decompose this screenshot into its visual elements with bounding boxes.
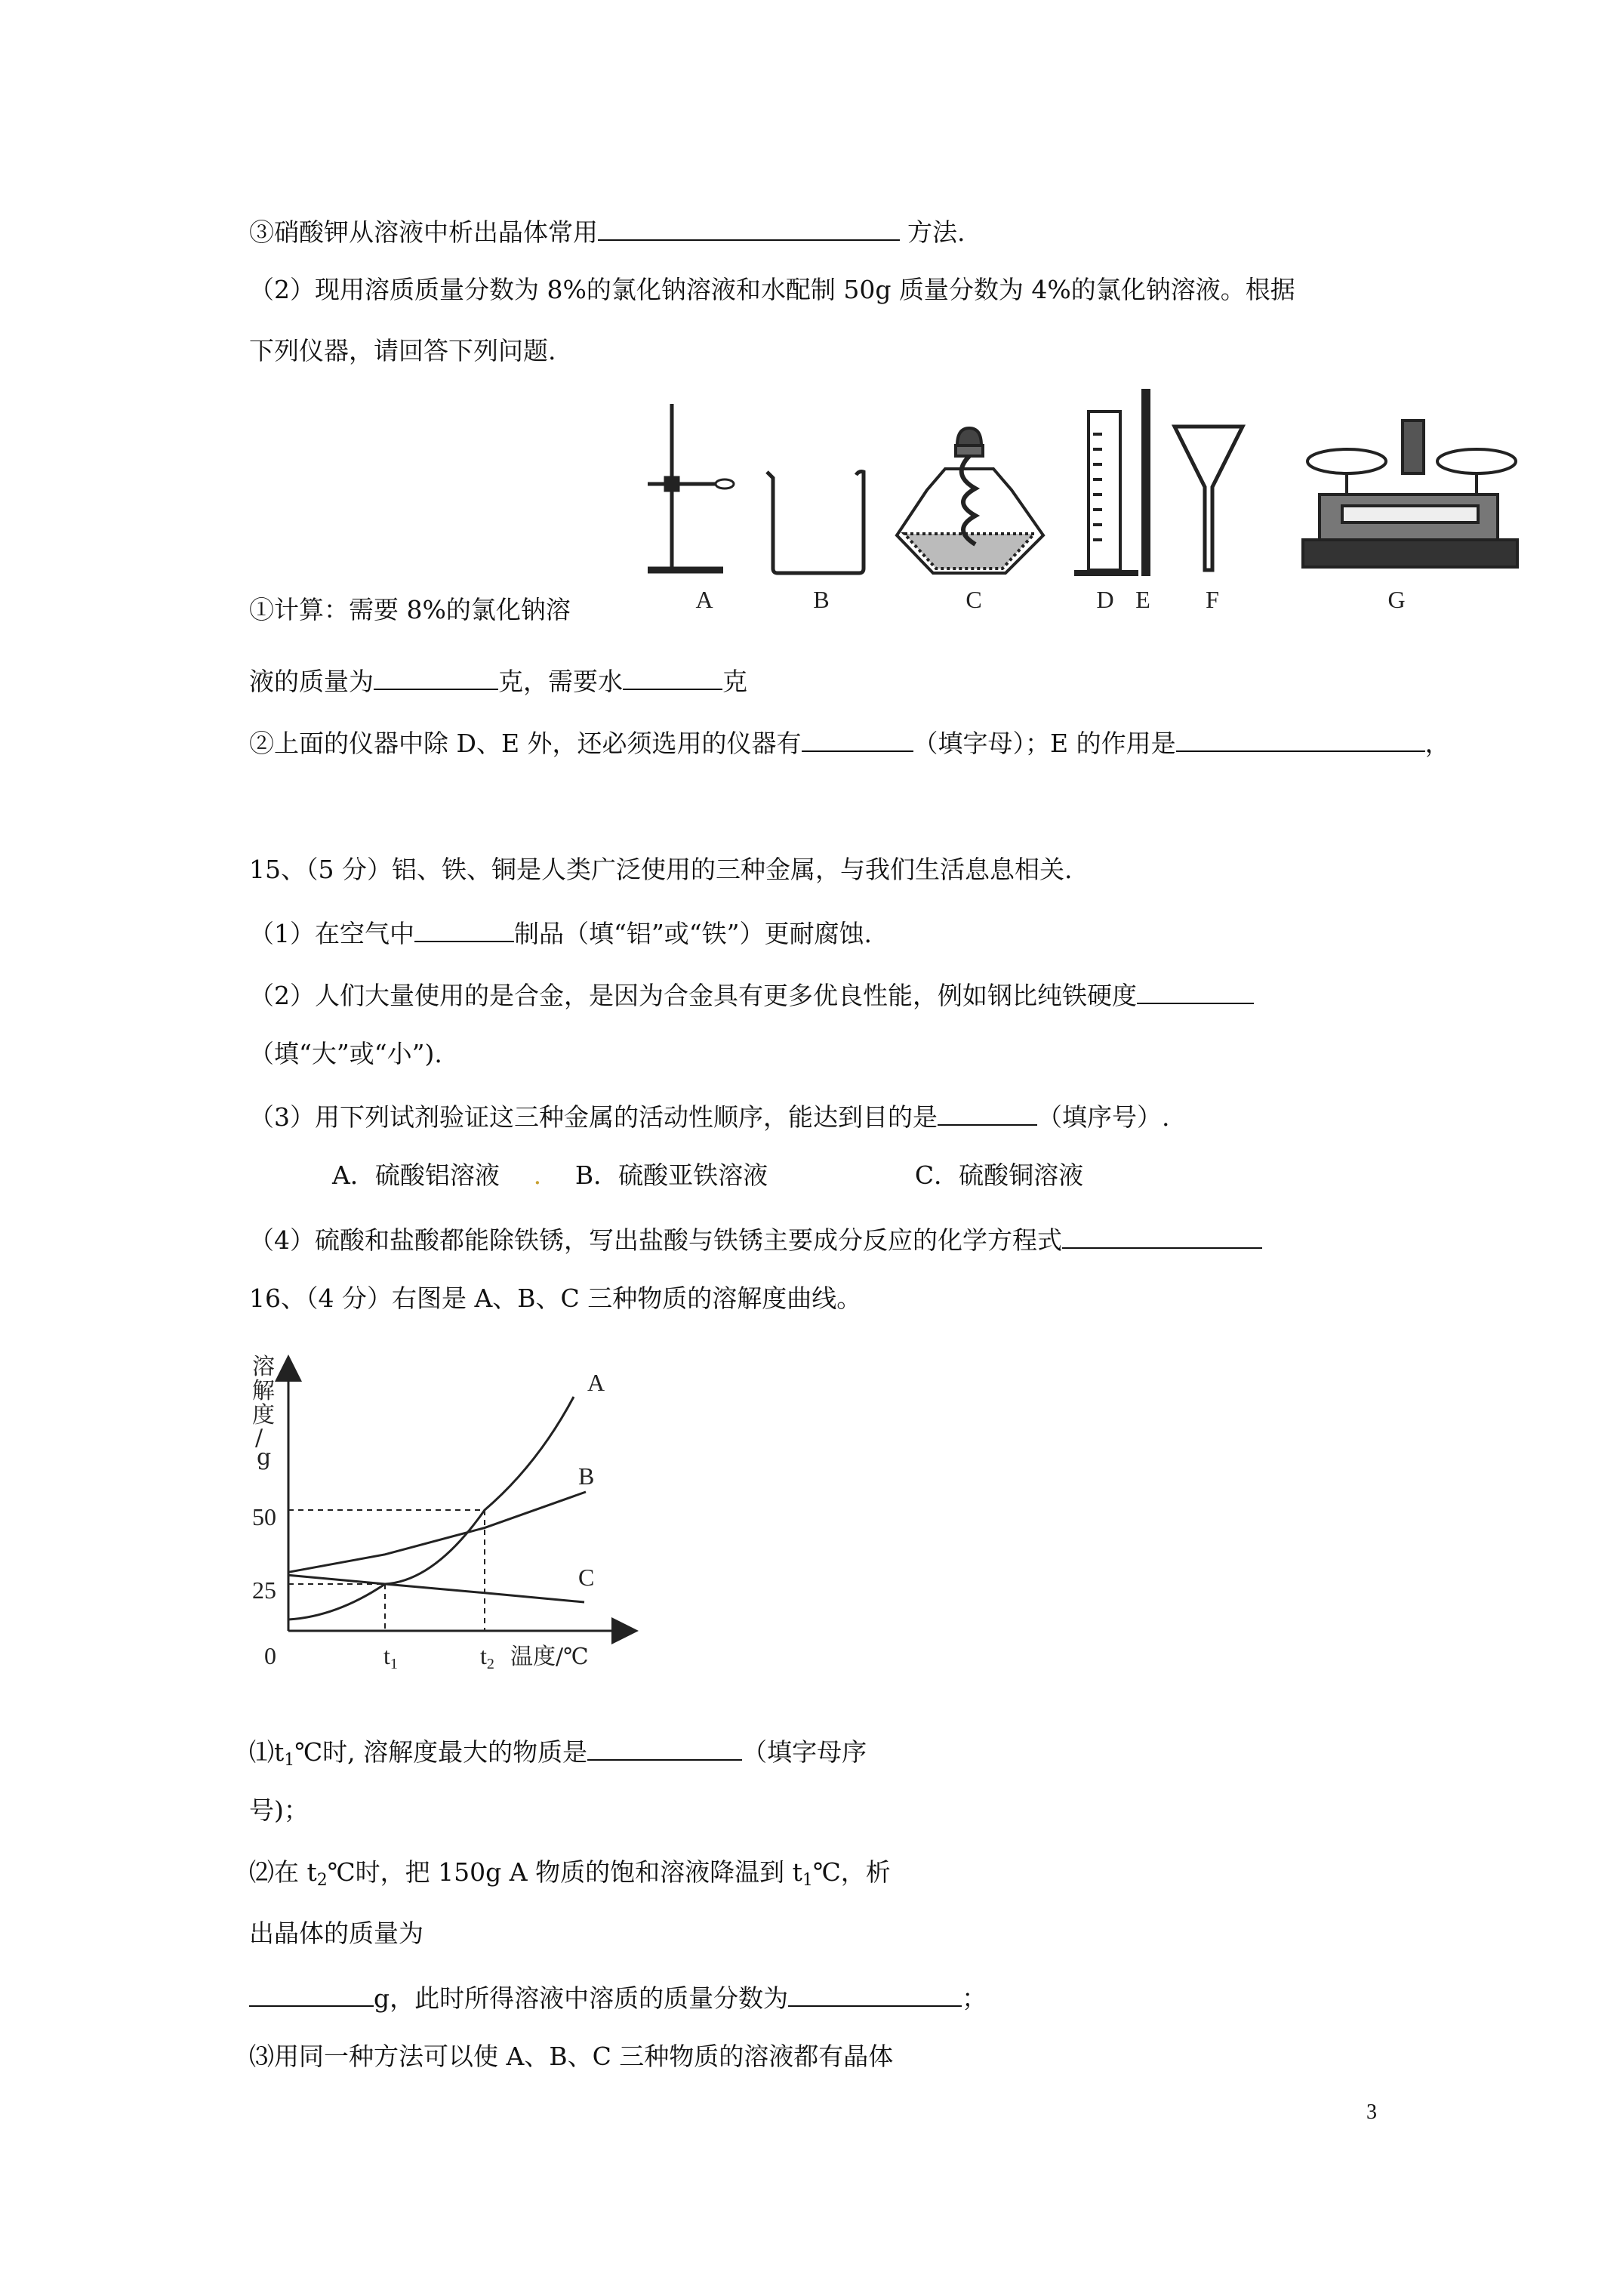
text: （4）硫酸和盐酸都能除铁锈，写出盐酸与铁锈主要成分反应的化学方程式 <box>249 1225 1062 1255</box>
answer-blank[interactable] <box>938 1097 1037 1126</box>
text: ℃，析 <box>812 1857 891 1887</box>
q15-options <box>332 1158 1238 1193</box>
ytick-50: 50 <box>252 1503 276 1530</box>
q15-title: 15、（5 分）铝、铁、铜是人类广泛使用的三种金属，与我们生活息息相关. <box>249 855 1073 884</box>
apparatus-label-f: F <box>1206 586 1219 613</box>
q16-part1-line2: 号)； <box>249 1795 309 1825</box>
apparatus-figure <box>640 389 1546 615</box>
q16-part3: ⑶用同一种方法可以使 A、B、C 三种物质的溶液都有晶体 <box>249 2042 894 2071</box>
answer-blank[interactable] <box>623 661 722 690</box>
graduated-cylinder-icon <box>1074 411 1138 573</box>
text: ⑵在 t <box>249 1857 317 1887</box>
text: ； <box>962 1983 987 2013</box>
ylabel-char-1: 溶 <box>252 1354 275 1380</box>
q15-part4 <box>249 1220 1262 1258</box>
text: 液的质量为 <box>249 667 374 696</box>
answer-blank[interactable] <box>1062 1220 1262 1249</box>
q15-part1 <box>249 914 872 951</box>
text: g，此时所得溶液中溶质的质量分数为 <box>374 1983 789 2013</box>
apparatus-label-d: D <box>1096 586 1114 613</box>
q14-part2-selection <box>249 723 1450 761</box>
alcohol-lamp-icon <box>897 428 1043 573</box>
apparatus-label-c: C <box>965 586 982 613</box>
curve-a <box>288 1397 574 1620</box>
text: （填字母）；E 的作用是 <box>913 729 1176 758</box>
curves <box>288 1397 586 1620</box>
origin-label: 0 <box>264 1642 276 1669</box>
subscript: 1 <box>802 1871 813 1890</box>
balance-icon <box>1303 421 1517 567</box>
curve-label-c: C <box>578 1564 595 1591</box>
xtick-t2: t2 <box>480 1642 494 1672</box>
curve-label-a: A <box>587 1369 605 1396</box>
q16-title: 16、（4 分）右图是 A、B、C 三种物质的溶解度曲线。 <box>249 1284 862 1313</box>
text: 克，需要水 <box>498 667 623 696</box>
stray-dot: . <box>533 1160 542 1190</box>
q15-part2-line2: （填“大”或“小”). <box>249 1039 442 1068</box>
iron-stand-icon <box>648 404 734 570</box>
q15-part2-line1 <box>249 975 1254 1013</box>
ylabel-char-3: 度 <box>252 1402 275 1428</box>
q16-part2-line2: 出晶体的质量为 <box>249 1918 423 1948</box>
text: ， <box>1424 729 1450 758</box>
beaker-icon <box>767 472 864 574</box>
q14-part2-line2: 下列仪器，请回答下列问题. <box>249 336 556 365</box>
apparatus-label-b: B <box>813 586 830 613</box>
q14-part3 <box>249 212 965 250</box>
apparatus-label-a: A <box>695 586 713 613</box>
ytick-25: 25 <box>252 1576 276 1604</box>
answer-blank[interactable] <box>249 1978 374 2007</box>
answer-blank[interactable] <box>802 723 913 752</box>
text: ℃时, 溶解度最大的物质是 <box>294 1737 588 1767</box>
xlabel: 温度/℃ <box>510 1644 589 1670</box>
q16-part2-line3 <box>249 1978 987 2016</box>
xtick-t1: t1 <box>383 1642 398 1672</box>
q16-part1-line1 <box>249 1732 867 1778</box>
text: （填序号）. <box>1037 1102 1170 1132</box>
text: ℃时，把 150g A 物质的饱和溶液降温到 t <box>327 1857 802 1887</box>
ylabel-char-5: g <box>257 1444 272 1471</box>
solubility-chart <box>242 1344 664 1706</box>
q14-calc-line1: ①计算：需要 8%的氯化钠溶 <box>249 595 571 624</box>
option-c[interactable]: C．硫酸铜溶液 <box>914 1160 1084 1190</box>
ylabel-char-4: / <box>255 1425 263 1451</box>
q15-part3 <box>249 1097 1170 1135</box>
curve-label-b: B <box>578 1462 595 1490</box>
apparatus-label-e: E <box>1135 586 1150 613</box>
text: （3）用下列试剂验证这三种金属的活动性顺序，能达到目的是 <box>249 1102 938 1132</box>
apparatus-label-g: G <box>1387 586 1406 613</box>
q14-part2-line1: （2）现用溶质质量分数为 8%的氯化钠溶液和水配制 50g 质量分数为 4%的氯化钠溶液。根据 <box>249 275 1295 304</box>
glass-rod-icon <box>1141 389 1150 576</box>
answer-blank[interactable] <box>1176 723 1425 752</box>
text: （填字母序 <box>742 1737 867 1767</box>
text: 方法. <box>907 217 965 247</box>
subscript: 1 <box>284 1751 295 1770</box>
answer-blank[interactable] <box>788 1978 962 2007</box>
subscript: 2 <box>316 1871 328 1890</box>
text: ③硝酸钾从溶液中析出晶体常用 <box>249 217 598 247</box>
page-number: 3 <box>1366 2100 1377 2124</box>
q14-calc-line2 <box>249 661 747 699</box>
answer-blank[interactable] <box>587 1732 742 1761</box>
text: ⑴t <box>249 1737 285 1767</box>
answer-blank[interactable] <box>374 661 498 690</box>
option-a[interactable]: A．硫酸铝溶液 <box>332 1160 500 1190</box>
ylabel-char-2: 解 <box>252 1378 275 1404</box>
text: ②上面的仪器中除 D、E 外，还必须选用的仪器有 <box>249 729 802 758</box>
text: 克 <box>722 667 747 696</box>
text: （1）在空气中 <box>249 919 414 948</box>
curve-c <box>288 1575 584 1602</box>
q16-part2-line1 <box>249 1855 891 1898</box>
curve-b <box>288 1492 586 1572</box>
guide-lines <box>288 1510 485 1631</box>
answer-blank[interactable] <box>1137 975 1254 1004</box>
option-b[interactable]: B．硫酸亚铁溶液 <box>574 1160 768 1190</box>
answer-blank[interactable] <box>598 212 900 241</box>
text: （2）人们大量使用的是合金，是因为合金具有更多优良性能，例如钢比纯铁硬度 <box>249 981 1137 1010</box>
text: 制品（填“铝”或“铁”）更耐腐蚀. <box>514 919 872 948</box>
answer-blank[interactable] <box>414 914 514 942</box>
funnel-icon <box>1175 427 1243 570</box>
